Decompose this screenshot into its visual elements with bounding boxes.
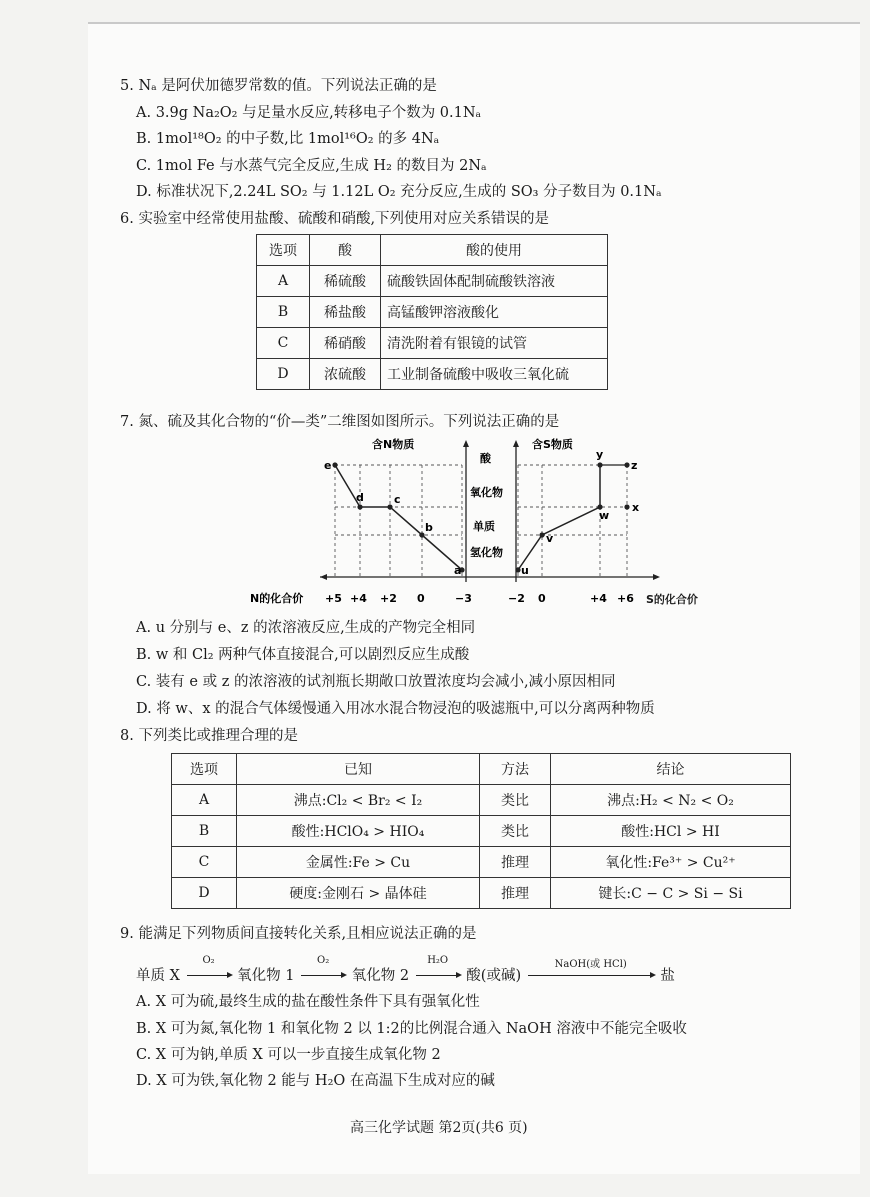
header-cell: 选项 <box>172 754 237 785</box>
label-z: z <box>631 459 638 472</box>
category-oxide: 氧化物 <box>470 486 503 499</box>
question-9-stem: 9. 能满足下列物质间直接转化关系,且相应说法正确的是 <box>120 926 477 942</box>
tick-right: +4 <box>590 592 607 605</box>
tick-left: −3 <box>455 592 472 605</box>
question-7-option-b: B. w 和 Cl₂ 两种气体直接混合,可以剧烈反应生成酸 <box>136 647 470 663</box>
arrow-icon <box>414 955 462 985</box>
label-v: v <box>546 532 554 545</box>
point-b <box>419 532 424 537</box>
question-8-table <box>171 753 791 909</box>
question-7-option-a: A. u 分别与 e、z 的浓溶液反应,生成的产物完全相同 <box>136 620 476 636</box>
question-7-stem: 7. 氮、硫及其化合物的“价—类”二维图如图所示。下列说法正确的是 <box>120 414 560 430</box>
table-header-row <box>172 754 791 785</box>
header-cell: 已知 <box>237 754 480 785</box>
table-cell: A <box>257 266 310 297</box>
left-axis-label: N的化合价 <box>250 592 304 605</box>
question-5-option-d: D. 标准状况下,2.24L SO₂ 与 1.12L O₂ 充分反应,生成的 SO₃ 分子数目为 0.1Nₐ <box>136 184 662 200</box>
label-e: e <box>324 459 332 472</box>
table-cell: 稀硫酸 <box>310 266 381 297</box>
question-5-option-b: B. 1mol¹⁸O₂ 的中子数,比 1mol¹⁶O₂ 的多 4Nₐ <box>136 131 440 147</box>
table-header-row <box>257 235 608 266</box>
table-cell: 沸点:H₂ < N₂ < O₂ <box>551 785 791 816</box>
table-cell: A <box>172 785 237 816</box>
table-cell: B <box>172 816 237 847</box>
tick-right: 0 <box>538 592 546 605</box>
question-7-option-c: C. 装有 e 或 z 的浓溶液的试剂瓶长期敞口放置浓度均会减小,减小原因相同 <box>136 674 616 690</box>
tick-left: +4 <box>350 592 367 605</box>
right-axis-label: S的化合价 <box>646 593 698 606</box>
question-5-stem: 5. Nₐ 是阿伏加德罗常数的值。下列说法正确的是 <box>120 78 437 94</box>
category-acid: 酸 <box>480 452 491 465</box>
tick-right: −2 <box>508 592 525 605</box>
label-w: w <box>599 509 610 522</box>
question-7-option-d: D. 将 w、x 的混合气体缓慢通入用冰水混合物浸泡的吸滤瓶中,可以分离两种物质 <box>136 701 655 717</box>
header-cell: 酸 <box>310 235 381 266</box>
conversion-chain <box>136 955 675 985</box>
point-v <box>539 532 544 537</box>
point-x <box>624 504 629 509</box>
page-footer: 高三化学试题 第2页(共6 页) <box>350 1120 528 1136</box>
right-title: 含S物质 <box>532 438 573 451</box>
tick-left: +2 <box>380 592 397 605</box>
tick-left: 0 <box>417 592 425 605</box>
chain-start: 单质 X <box>136 968 180 984</box>
chain-salt: 盐 <box>660 968 675 984</box>
table-row <box>172 785 791 816</box>
table-row <box>257 359 608 390</box>
reagent-label: H₂O <box>427 955 449 966</box>
question-6-table <box>256 234 608 390</box>
point-y <box>597 462 602 467</box>
left-title: 含N物质 <box>372 438 415 451</box>
label-x: x <box>632 501 640 514</box>
category-hydride: 氢化物 <box>470 546 503 559</box>
table-cell: C <box>172 847 237 878</box>
point-c <box>387 504 392 509</box>
table-row <box>172 847 791 878</box>
table-cell: D <box>257 359 310 390</box>
label-c: c <box>394 493 401 506</box>
table-cell: 酸性:HClO₄ > HIO₄ <box>237 816 480 847</box>
label-y: y <box>596 448 604 461</box>
table-cell: B <box>257 297 310 328</box>
arrow-icon <box>299 955 347 985</box>
table-cell: 氧化性:Fe³⁺ > Cu²⁺ <box>551 847 791 878</box>
table-row <box>257 328 608 359</box>
label-a: a <box>454 564 462 577</box>
point-u <box>515 567 520 572</box>
table-cell: 清洗附着有银镜的试管 <box>381 328 608 359</box>
table-cell: 浓硫酸 <box>310 359 381 390</box>
chain-oxide-2: 氧化物 2 <box>351 968 410 984</box>
table-cell: 键长:C − C > Si − Si <box>551 878 791 909</box>
table-cell: 高锰酸钾溶液酸化 <box>381 297 608 328</box>
table-row <box>172 878 791 909</box>
header-cell: 选项 <box>257 235 310 266</box>
table-cell: 推理 <box>480 878 551 909</box>
table-cell: 硫酸铁固体配制硫酸铁溶液 <box>381 266 608 297</box>
table-cell: 金属性:Fe > Cu <box>237 847 480 878</box>
chain-oxide-1: 氧化物 1 <box>237 968 295 984</box>
valence-category-diagram <box>250 432 670 612</box>
header-cell: 方法 <box>480 754 551 785</box>
table-cell: 稀硝酸 <box>310 328 381 359</box>
point-z <box>624 462 629 467</box>
table-cell: 稀盐酸 <box>310 297 381 328</box>
question-5-option-c: C. 1mol Fe 与水蒸气完全反应,生成 H₂ 的数目为 2Nₐ <box>136 158 487 174</box>
table-cell: C <box>257 328 310 359</box>
arrow-icon <box>526 959 656 985</box>
table-cell: D <box>172 878 237 909</box>
table-cell: 类比 <box>480 816 551 847</box>
table-row <box>172 816 791 847</box>
tick-left: +5 <box>325 592 342 605</box>
question-8-stem: 8. 下列类比或推理合理的是 <box>120 728 298 744</box>
question-5-option-a: A. 3.9g Na₂O₂ 与足量水反应,转移电子个数为 0.1Nₐ <box>136 105 482 121</box>
header-cell: 酸的使用 <box>381 235 608 266</box>
label-d: d <box>356 491 364 504</box>
table-row <box>257 266 608 297</box>
arrow-icon <box>185 955 233 985</box>
question-9-option-c: C. X 可为钠,单质 X 可以一步直接生成氧化物 2 <box>136 1047 441 1063</box>
category-element: 单质 <box>473 520 495 533</box>
table-row <box>257 297 608 328</box>
table-cell: 工业制备硫酸中吸收三氧化硫 <box>381 359 608 390</box>
question-6-stem: 6. 实验室中经常使用盐酸、硫酸和硝酸,下列使用对应关系错误的是 <box>120 211 550 227</box>
label-b: b <box>425 521 433 534</box>
header-cell: 结论 <box>551 754 791 785</box>
reagent-label: NaOH(或 HCl) <box>554 959 627 970</box>
point-e <box>332 462 337 467</box>
table-cell: 沸点:Cl₂ < Br₂ < I₂ <box>237 785 480 816</box>
chain-product: 酸(或碱) <box>466 968 522 984</box>
table-cell: 酸性:HCl > HI <box>551 816 791 847</box>
question-9-option-b: B. X 可为氮,氧化物 1 和氧化物 2 以 1:2的比例混合通入 NaOH 溶液中不能完全吸收 <box>136 1021 687 1037</box>
point-d <box>357 504 362 509</box>
question-9-option-a: A. X 可为硫,最终生成的盐在酸性条件下具有强氧化性 <box>136 994 480 1010</box>
tick-right: +6 <box>617 592 634 605</box>
question-9-option-d: D. X 可为铁,氧化物 2 能与 H₂O 在高温下生成对应的碱 <box>136 1073 495 1089</box>
table-cell: 类比 <box>480 785 551 816</box>
label-u: u <box>521 564 529 577</box>
table-cell: 硬度:金刚石 > 晶体硅 <box>237 878 480 909</box>
table-cell: 推理 <box>480 847 551 878</box>
reagent-label: O₂ <box>202 955 215 966</box>
reagent-label: O₂ <box>317 955 330 966</box>
